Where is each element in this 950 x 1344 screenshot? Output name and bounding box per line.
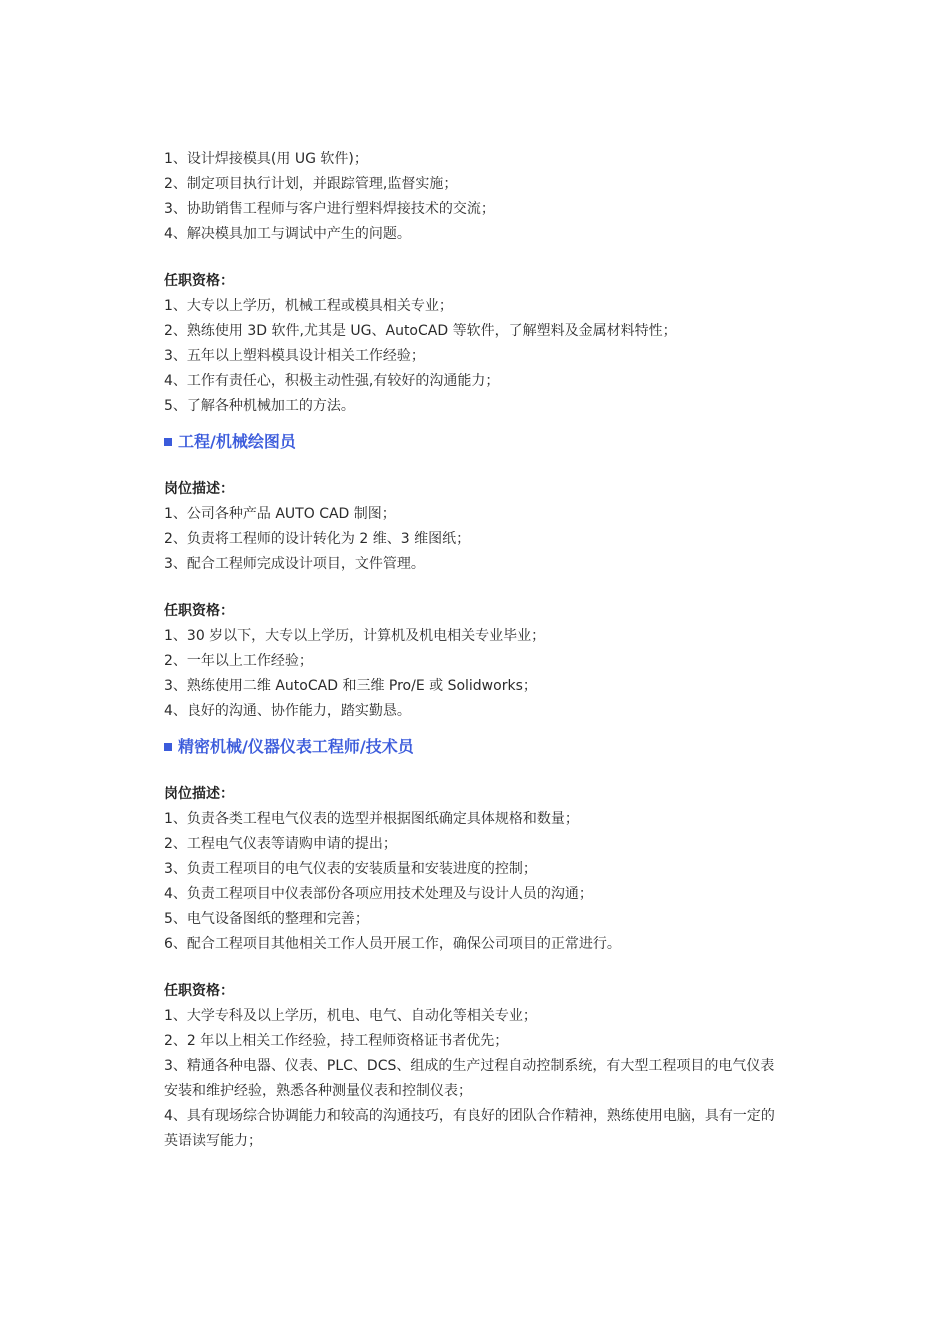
list-item: 2、负责将工程师的设计转化为 2 维、3 维图纸； [164, 531, 471, 547]
job-duties-list [164, 147, 784, 247]
list-item: 3、负责工程项目的电气仪表的安装质量和安装进度的控制； [164, 861, 537, 877]
list-item: 4、良好的沟通、协作能力，踏实勤恳。 [164, 703, 411, 719]
requirements-list [164, 1004, 784, 1154]
document-page [164, 147, 784, 1154]
list-item: 2、2 年以上相关工作经验，持工程师资格证书者优先； [164, 1033, 509, 1049]
list-item: 1、设计焊接模具(用 UG 软件)； [164, 151, 368, 167]
list-item: 3、配合工程师完成设计项目，文件管理。 [164, 556, 425, 572]
list-item: 3、熟练使用二维 AutoCAD 和三维 Pro/E 或 Solidworks； [164, 678, 537, 694]
requirements-label: 任职资格： [164, 983, 234, 999]
requirements-label: 任职资格： [164, 603, 234, 619]
requirements-label: 任职资格： [164, 273, 234, 289]
list-item: 1、大专以上学历，机械工程或模具相关专业； [164, 298, 453, 314]
square-bullet-icon [164, 743, 172, 751]
list-item: 5、电气设备图纸的整理和完善； [164, 911, 369, 927]
description-label: 岗位描述： [164, 786, 234, 802]
section-title-text: 工程/机械绘图员 [178, 432, 296, 451]
list-item: 3、协助销售工程师与客户进行塑料焊接技术的交流； [164, 201, 495, 217]
list-item: 4、负责工程项目中仪表部份各项应用技术处理及与设计人员的沟通； [164, 886, 593, 902]
spacer [164, 247, 784, 269]
section-title-drafter [164, 429, 784, 455]
list-item: 5、了解各种机械加工的方法。 [164, 398, 355, 414]
description-label: 岗位描述： [164, 481, 234, 497]
section-title-text: 精密机械/仪器仪表工程师/技术员 [178, 737, 414, 756]
list-item: 4、具有现场综合协调能力和较高的沟通技巧，有良好的团队合作精神，熟练使用电脑，具有一定的英语读写能力； [164, 1108, 775, 1149]
description-list [164, 502, 784, 577]
list-item: 1、30 岁以下，大专以上学历，计算机及机电相关专业毕业； [164, 628, 546, 644]
list-item: 1、公司各种产品 AUTO CAD 制图； [164, 506, 396, 522]
list-item: 3、精通各种电器、仪表、PLC、DCS、组成的生产过程自动控制系统，有大型工程项目的电气仪表安装和维护经验，熟悉各种测量仪表和控制仪表； [164, 1058, 775, 1099]
list-item: 2、一年以上工作经验； [164, 653, 313, 669]
square-bullet-icon [164, 438, 172, 446]
requirements-list [164, 624, 784, 724]
description-list [164, 807, 784, 957]
list-item: 2、熟练使用 3D 软件,尤其是 UG、AutoCAD 等软件，了解塑料及金属材料特性； [164, 323, 677, 339]
list-item: 2、制定项目执行计划，并跟踪管理,监督实施； [164, 176, 458, 192]
spacer [164, 577, 784, 599]
list-item: 3、五年以上塑料模具设计相关工作经验； [164, 348, 425, 364]
spacer [164, 957, 784, 979]
section-title-instrument-engineer [164, 734, 784, 760]
list-item: 4、工作有责任心，积极主动性强,有较好的沟通能力； [164, 373, 500, 389]
list-item: 2、工程电气仪表等请购申请的提出； [164, 836, 397, 852]
requirements-list [164, 294, 784, 419]
list-item: 4、解决模具加工与调试中产生的问题。 [164, 226, 411, 242]
list-item: 1、负责各类工程电气仪表的选型并根据图纸确定具体规格和数量； [164, 811, 579, 827]
list-item: 6、配合工程项目其他相关工作人员开展工作，确保公司项目的正常进行。 [164, 936, 621, 952]
list-item: 1、大学专科及以上学历，机电、电气、自动化等相关专业； [164, 1008, 537, 1024]
